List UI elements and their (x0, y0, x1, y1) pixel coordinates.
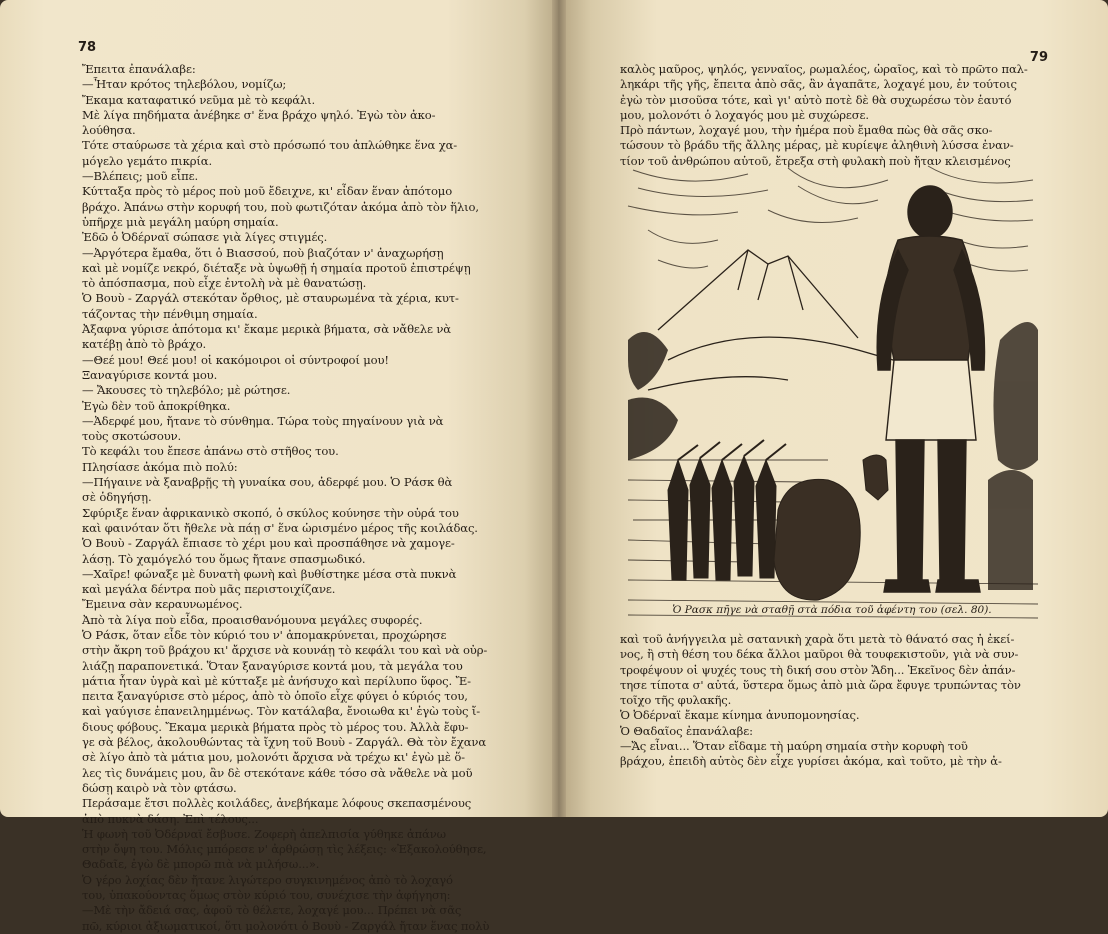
text-line: στὴν ἄκρη τοῦ βράχου κι' ἄρχισε νὰ κουνάῃ τὸ κεφάλι του καὶ νὰ οὐρ- (82, 643, 488, 658)
dog (863, 455, 888, 500)
text-line: μάτια ἦταν ὑγρὰ καὶ μὲ κύτταξε μὲ ἀνήσυχο καὶ περίλυπο ὕφος. Ἔ- (82, 673, 471, 688)
text-line: καλὸς μαῦρος, ψηλός, γενναῖος, ρωμαλέος, ὡραῖος, καὶ τὸ πρῶτο παλ- (620, 62, 1028, 76)
text-line: Ὁ Θαδαῖος ἐπανάλαβε: (620, 723, 753, 738)
text-line: λούθησα. (82, 123, 136, 138)
text-line: Ὁ γέρο λοχίας δὲν ἤτανε λιγώτερο συγκινημένος ἀπὸ τὸ λοχαγό (82, 872, 453, 887)
page-number-right: 79 (1029, 50, 1048, 65)
text-line: νος, ἢ στὴ θέση του δέκα ἄλλοι μαῦροι θὰ τουφεκιστοῦν, γιὰ νὰ συν- (620, 647, 1019, 662)
text-line: Ὁ Βουὺ - Ζαργάλ στεκόταν ὄρθιος, μὲ σταυρωμένα τὰ χέρια, κυτ- (82, 291, 459, 306)
right-page-text-top (620, 62, 1056, 169)
text-line: λιάζῃ παραπονετικά. Ὅταν ξαναγύρισε κοντά μου, τὰ μεγάλα του (82, 658, 463, 673)
text-line: Περάσαμε ἔτσι πολλὲς κοιλάδες, ἀνεβήκαμε λόφους σκεπασμένους (82, 796, 472, 811)
text-line: Ἀπὸ τὰ λίγα ποὺ εἶδα, προαισθανόμουνα μεγάλες συφορές. (82, 612, 423, 627)
text-line: καὶ γαύγισε ἐπανειλημμένως. Τὸν κατάλαβα, ἔνοιωθα κι' ἐγὼ τοὺς ἴ- (82, 704, 481, 719)
left-page-text (82, 62, 508, 934)
illustration-drawing (628, 160, 1038, 622)
text-line: Ἔμεινα σὰν κεραυνωμένος. (82, 597, 243, 612)
text-line: ἐγὼ τὸν μισοῦσα τότε, καὶ γι' αὐτὸ ποτὲ δὲ θὰ συχωρέσω τὸν ἑαυτό (620, 92, 1012, 107)
text-line: Ὁ Βουὺ - Ζαργάλ ἔπιασε τὸ χέρι μου καὶ προσπάθησε νὰ χαμογε- (82, 536, 455, 551)
text-line: Θαδαῖε, ἐγὼ δὲ μπορῶ πιὰ νὰ μιλήσω...». (82, 857, 320, 872)
text-line: Ξαναγύρισε κοντά μου. (82, 367, 218, 382)
illustration (628, 160, 1038, 622)
text-line: βράχο. Ἀπάνω στὴν κορυφή του, ποὺ φωτιζόταν ἀκόμα ἀπὸ τὸν ἥλιο, (82, 199, 479, 214)
text-line: τροφέψουν οἱ ψυχές τους τὴ δική σου στὸν Ἅδη... Ἐκεῖνος δὲν ἀπάν- (620, 662, 1016, 677)
text-line: τησε τίποτα σ' αὐτά, ὕστερα ὅμως ἀπὸ μιὰ ὥρα ἔφυγε τρυπώντας τὸν (620, 677, 1021, 692)
text-line: —Ἀργότερα ἔμαθα, ὅτι ὁ Βιασσού, ποὺ βιαζόταν ν' ἀναχωρήσῃ (82, 245, 444, 260)
text-line: —Πήγαινε νὰ ξαναβρῇς τὴ γυναίκα σου, ἀδερφέ μου. Ὁ Ράσκ θὰ (82, 475, 453, 490)
text-line: τὸ ἀπόσπασμα, ποὺ εἶχε ἐντολὴ νὰ μὲ θανατώσῃ. (82, 276, 367, 291)
text-line: ὑπῆρχε μιὰ μεγάλη μαύρη σημαία. (82, 214, 279, 229)
text-line: Μὲ λίγα πηδήματα ἀνέβηκε σ' ἕνα βράχο ψηλό. Ἐγὼ τὸν ἀκο- (82, 107, 436, 122)
text-line: Πρὸ πάντων, λοχαγέ μου, τὴν ἡμέρα ποὺ ἔμαθα πὼς θὰ σᾶς σκο- (620, 123, 993, 138)
sky-hatching (628, 166, 1033, 271)
right-page-text-bottom (620, 632, 1056, 770)
page-number-left: 78 (78, 40, 97, 55)
text-line: τώσουν τὸ βράδυ τῆς ἄλλης μέρας, μὲ κυρίεψε ἀληθινὴ λύσσα ἐναν- (620, 138, 1014, 153)
text-line: ἀπὸ πυκνὰ δάση. Ἐπὶ τέλους... (82, 811, 259, 826)
text-line: Σφύριξε ἕναν ἀφρικανικὸ σκοπό, ὁ σκύλος κούνησε τὴν οὐρά του (82, 505, 459, 520)
text-line: Ὁ Ράσκ, ὅταν εἶδε τὸν κύριό του ν' ἀπομακρύνεται, προχώρησε (82, 627, 447, 642)
text-line: τάζοντας τὴν πένθιμη σημαία. (82, 306, 258, 321)
illustration-caption: Ὁ Ρασκ πῆγε νὰ σταθῇ στὰ πόδια τοῦ ἀφέντη του (σελ. 80). (672, 604, 992, 616)
soldiers (668, 440, 786, 580)
text-line: Ἐδῶ ὁ Ὀδέρναϊ σώπασε γιὰ λίγες στιγμές. (82, 230, 328, 245)
text-line: Πλησίασε ἀκόμα πιὸ πολύ: (82, 459, 238, 474)
text-line: Ἔπειτα ἐπανάλαβε: (82, 62, 196, 76)
text-line: κατέβῃ ἀπὸ τὸ βράχο. (82, 337, 207, 352)
text-line: Κύτταξα πρὸς τὸ μέρος ποὺ μοῦ ἔδειχνε, κι' εἶδαν ἕναν ἀπότομο (82, 184, 453, 199)
trees-right (988, 322, 1038, 590)
text-line: λάσῃ. Τὸ χαμόγελό του ὅμως ἤτανε σπασμωδικό. (82, 551, 366, 566)
text-line: —Μὲ τὴν ἄδειά σας, ἀφοῦ τὸ θέλετε, λοχαγέ μου... Πρέπει νὰ σᾶς (82, 903, 462, 918)
text-line: Ὁ Ὀδέρναϊ ἔκαμε κίνημα ἀνυπομονησίας. (620, 708, 860, 723)
text-line: καὶ μεγάλα δέντρα ποὺ μᾶς περιστοιχίζανε. (82, 582, 336, 597)
text-line: του, ὑπακούοντας ὅμως στὸν κύριό του, συνέχισε τὴν ἀφήγηση: (82, 888, 451, 903)
text-line: τίον τοῦ ἀνθρώπου αὐτοῦ, ἔτρεξα στὴ φυλακὴ ποὺ ἤταν κλεισμένος (620, 153, 1011, 168)
text-line: ληκάρι τῆς γῆς, ἔπειτα ἀπὸ σᾶς, ἂν ἀγαπᾶτε, λοχαγέ μου, ἐν τούτοις (620, 77, 1017, 92)
text-line: —Ἀδερφέ μου, ἤτανε τὸ σύνθημα. Τώρα τοὺς πηγαίνουν γιὰ νὰ (82, 413, 444, 428)
text-line: μου, μολονότι ὁ λοχαγός μου μὲ συχώρεσε. (620, 107, 869, 122)
standing-figure (877, 186, 984, 592)
text-line: μόγελο γεμάτο πικρία. (82, 153, 212, 168)
text-line: —Θεέ μου! Θεέ μου! οἱ κακόμοιροι οἱ σύντροφοί μου! (82, 352, 389, 367)
text-line: πῶ, κύριοι ἀξιωματικοί, ὅτι μολονότι ὁ Βουὺ - Ζαργάλ ἤταν ἕνας πολὺ (82, 918, 490, 933)
text-line: Ἐγὼ δὲν τοῦ ἀποκρίθηκα. (82, 398, 231, 413)
text-line: διους φόβους. Ἔκαμα μερικὰ βήματα πρὸς τὸ μέρος του. Ἀλλὰ ἔφυ- (82, 719, 469, 734)
text-line: Ἔκαμα καταφατικό νεῦμα μὲ τὸ κεφάλι. (82, 92, 316, 107)
boulder (774, 479, 860, 600)
bushes (628, 332, 678, 460)
text-line: Ἀξαφνα γύρισε ἀπότομα κι' ἔκαμε μερικὰ βήματα, σὰ νἄθελε νὰ (82, 322, 451, 337)
text-line: τοῖχο τῆς φυλακῆς. (620, 693, 732, 708)
text-line: σὲ ὁδηγήσῃ. (82, 490, 152, 505)
text-line: τοὺς σκοτώσουν. (82, 429, 182, 444)
text-line: —Χαῖρε! φώναξε μὲ δυνατὴ φωνὴ καὶ βυθίστηκε μέσα στὰ πυκνὰ (82, 566, 457, 581)
text-line: πειτα ξαναγύρισε στὸ μέρος, ἀπὸ τὸ ὁποῖο εἶχε φύγει ὁ κύριός του, (82, 689, 468, 704)
text-line: γε σὰ βέλος, ἀκολουθώντας τὰ ἴχνη τοῦ Βουὺ - Ζαργάλ. Θὰ τὸν ἔχανα (82, 735, 487, 750)
text-line: δώσῃ καιρὸ νὰ τὸν φτάσω. (82, 780, 237, 795)
text-line: —Ἄς εἶναι... Ὅταν εἴδαμε τὴ μαύρη σημαία στὴν κορυφὴ τοῦ (620, 739, 968, 754)
text-line: καὶ φαινόταν ὅτι ἤθελε νὰ πάῃ σ' ἕνα ὡρισμένο μέρος τῆς κοιλάδας. (82, 520, 478, 535)
text-line: καὶ μὲ νομίζε νεκρό, διέταξε νὰ ὑψωθῇ ἡ σημαία προτοῦ ἐπιστρέψῃ (82, 260, 471, 275)
text-line: Τότε σταύρωσε τὰ χέρια καὶ στὸ πρόσωπό του ἁπλώθηκε ἕνα χα- (82, 138, 458, 153)
text-line: στὴν ὄψη του. Μόλις μπόρεσε ν' ἀρθρώσῃ τὶς λέξεις: «Ἐξακολούθησε, (82, 842, 487, 857)
text-line: λες τὶς δυνάμεις μου, ἂν δὲ στεκότανε κάθε τόσο σὰ νἄθελε νὰ μοῦ (82, 765, 473, 780)
text-line: Τὸ κεφάλι του ἔπεσε ἀπάνω στὸ στῆθος του. (82, 444, 339, 459)
text-line: —Ἦταν κρότος τηλεβόλου, νομίζω; (82, 77, 287, 92)
text-line: Ἡ φωνὴ τοῦ Ὀδέρναϊ ἔσβυσε. Ζοφερὴ ἀπελπισία γύθηκε ἀπάνω (82, 826, 446, 841)
text-line: βράχου, ἐπειδὴ αὐτὸς δὲν εἶχε γυρίσει ἀκόμα, καὶ τοῦτο, μὲ τὴν ἀ- (620, 754, 1002, 769)
text-line: — Ἄκουσες τὸ τηλεβόλο; μὲ ρώτησε. (82, 383, 291, 398)
book-gutter (552, 0, 566, 817)
text-line: —Βλέπεις; μοῦ εἶπε. (82, 169, 198, 184)
text-line: καὶ τοῦ ἀνήγγειλα μὲ σατανικὴ χαρὰ ὅτι μετὰ τὸ θάνατό σας ἡ ἐκεί- (620, 632, 1015, 646)
text-line: σὲ λίγο ἀπὸ τὰ μάτια μου, μολονότι ἄρχισα νὰ τρέχω κι' ἐγὼ μὲ ὅ- (82, 750, 465, 765)
